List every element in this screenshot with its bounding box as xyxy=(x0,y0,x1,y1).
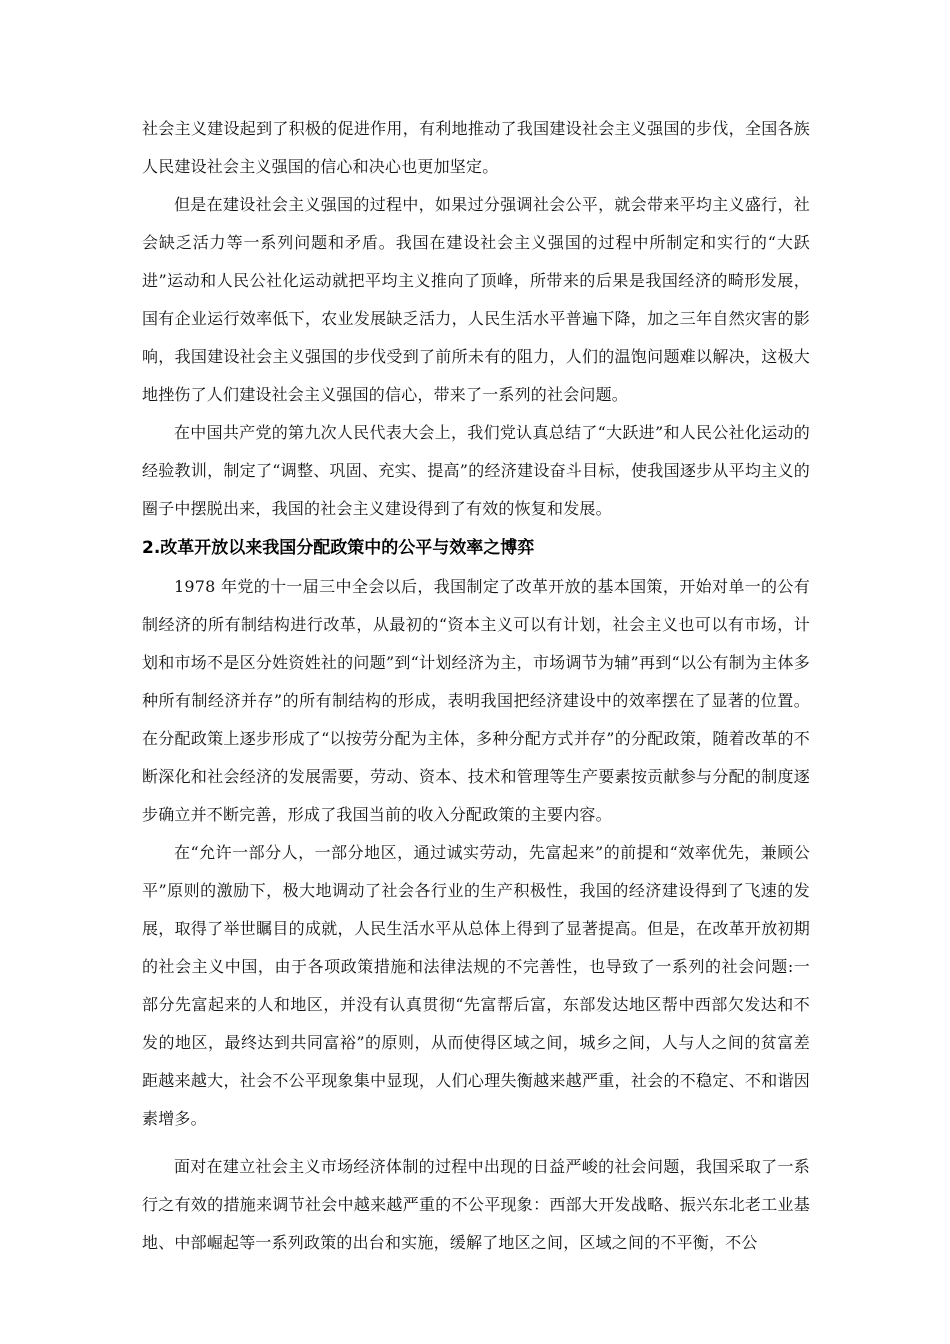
section-heading: 2.改革开放以来我国分配政策中的公平与效率之博弈 xyxy=(142,538,535,558)
paragraph-ninth-congress: 在中国共产党的第九次人民代表大会上，我们党认真总结了“大跃进”和人民公社化运动的经验教训，制定了“调整、巩固、充实、提高”的经济建设奋斗目标，使我国逐步从平均主义的圈子中摆脱出来，我国的社会主义建设得到了有效的恢复和发展。 xyxy=(142,423,810,518)
paragraph-market-economy: 面对在建立社会主义市场经济体制的过程中出现的日益严峻的社会问题，我国采取了一系行之有效的措施来调节社会中越来越严重的不公平现象：西部大开发战略、振兴东北老工业基地、中部崛起等一系列政策的出台和实施，缓解了地区之间，区域之间的不平衡，不公 xyxy=(142,1157,810,1252)
paragraph-gap xyxy=(142,1138,810,1148)
paragraph-reform-1978: 1978 年党的十一届三中全会以后，我国制定了改革开放的基本国策，开始对单一的公有制经济的所有制结构进行改革，从最初的“资本主义可以有计划，社会主义也可以有市场，计划和市场不是区分姓资姓社的问题”到“计划经济为主，市场调节为辅”再到“以公有制为主体多种所有制经济并存”的所有制结构的形成，表明我国把经济建设中的效率摆在了显著的位置。在分配政策上逐步形成了“以按劳分配为主体，多种分配方式并存”的分配政策，随着改革的不断深化和社会经济的发展需要，劳动、资本、技术和管理等生产要素按贡献参与分配的制度逐步确立并不断完善，形成了我国当前的收入分配政策的主要内容。 xyxy=(142,577,810,824)
paragraph-continuation: 社会主义建设起到了积极的促进作用，有利地推动了我国建设社会主义强国的步伐，全国各族人民建设社会主义强国的信心和决心也更加坚定。 xyxy=(142,119,810,176)
paragraph-efficiency-first: 在“允许一部分人，一部分地区，通过诚实劳动，先富起来”的前提和“效率优先，兼顾公平”原则的激励下，极大地调动了社会各行业的生产积极性，我国的经济建设得到了飞速的发展，取得了举世瞩目的成就，人民生活水平从总体上得到了显著提高。但是，在改革开放初期的社会主义中国，由于各项政策措施和法律法规的不完善性，也导致了一系列的社会问题:一部分先富起来的人和地区，并没有认真贯彻“先富帮后富，东部发达地区帮中西部欠发达和不发的地区，最终达到共同富裕”的原则，从而使得区域之间，城乡之间，人与人之间的贫富差距越来越大，社会不公平现象集中显现，人们心理失衡越来越严重，社会的不稳定、不和谐因素增多。 xyxy=(142,843,810,1128)
paragraph-egalitarianism: 但是在建设社会主义强国的过程中，如果过分强调社会公平，就会带来平均主义盛行，社会缺乏活力等一系列问题和矛盾。我国在建设社会主义强国的过程中所制定和实行的“大跃进”运动和人民公社化运动就把平均主义推向了顶峰，所带来的后果是我国经济的畸形发展，国有企业运行效率低下，农业发展缺乏活力，人民生活水平普遍下降，加之三年自然灾害的影响，我国建设社会主义强国的步伐受到了前所未有的阻力，人们的温饱问题难以解决，这极大地挫伤了人们建设社会主义强国的信心，带来了一系列的社会问题。 xyxy=(142,195,810,404)
